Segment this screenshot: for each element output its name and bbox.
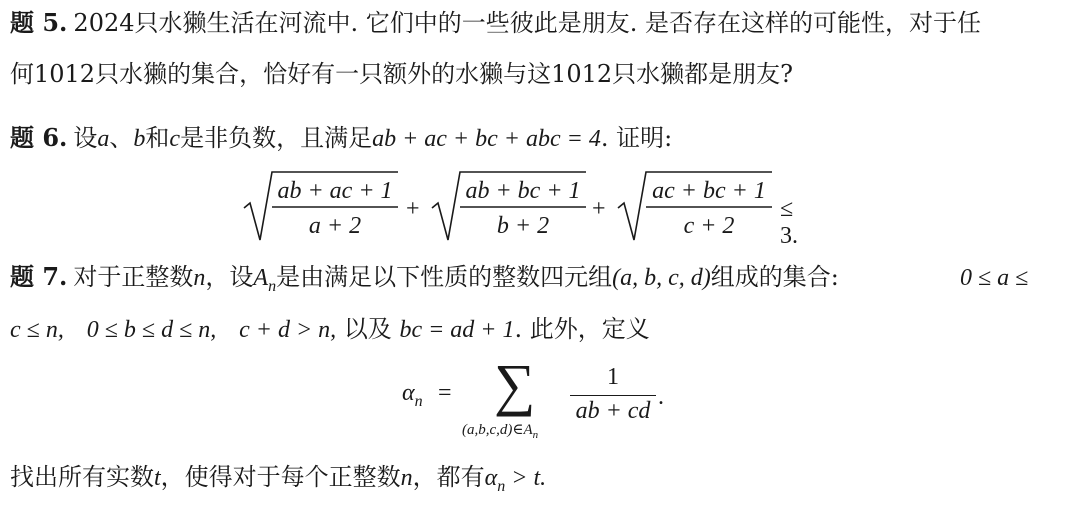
- alpha-frac-denominator: ab + cd: [575, 398, 651, 424]
- and-word: 和: [145, 124, 170, 152]
- ineq-3: c + d > n,: [239, 317, 337, 343]
- problem-6-condition: ab + ac + bc + abc = 4: [372, 126, 601, 152]
- ineq-1-end: c ≤ n,: [10, 317, 64, 343]
- separator: 、: [109, 124, 134, 152]
- var-b: b: [133, 126, 146, 152]
- alpha-frac-numerator: 1: [607, 364, 619, 390]
- problem-7-text-find: 找出所有实数: [10, 463, 154, 491]
- set-A-subscript: n: [268, 277, 277, 295]
- alpha-letter: α: [402, 380, 415, 406]
- problem-7-text-d: 组成的集合:: [710, 263, 839, 291]
- problem-7-define: . 此外，定义: [514, 315, 650, 343]
- plus-sign-2: +: [592, 196, 606, 222]
- var-n: n: [193, 265, 206, 291]
- problem-7-line-2: [10, 314, 650, 345]
- problem-7-text-each: ，使得对于每个正整数: [160, 463, 401, 491]
- problem-7-line-1: [10, 262, 839, 302]
- alpha-symbol: [402, 380, 423, 411]
- final-alpha-subscript: n: [497, 477, 506, 495]
- var-a: a: [97, 126, 110, 152]
- quadruple: (a, b, c, d): [612, 265, 711, 291]
- problem-7-line-4: [10, 462, 546, 502]
- term-1-denominator: a + 2: [308, 213, 362, 239]
- final-alpha: α: [484, 465, 498, 491]
- ineq-1-start: [960, 262, 1028, 293]
- problem-5-text-2: 何1012只水獭的集合，恰好有一只额外的水獭与这1012只水獭都是朋友?: [10, 60, 794, 88]
- set-A: A: [253, 265, 269, 291]
- term-2-denominator: b + 2: [496, 213, 550, 239]
- summation-index: [462, 420, 538, 441]
- alpha-period: .: [658, 384, 664, 410]
- and-word-7: 以及: [343, 315, 392, 343]
- rhs-bound: ≤ 3.: [780, 196, 798, 249]
- term-3-denominator: c + 2: [683, 213, 735, 239]
- ineq-4: bc = ad + 1: [399, 317, 515, 343]
- alpha-subscript: n: [414, 392, 423, 410]
- sum-index-text: (a,b,c,d)∈A: [462, 422, 533, 438]
- ineq-2: 0 ≤ b ≤ d ≤ n,: [86, 317, 217, 343]
- plus-sign-1: +: [406, 196, 420, 222]
- problem-7-text-a: 对于正整数: [73, 263, 194, 291]
- problem-7-text-have: ，都有: [412, 463, 485, 491]
- term-1-numerator: ab + ac + 1: [277, 178, 393, 204]
- problem-7-text-c: 是由满足以下性质的整数四元组: [276, 263, 613, 291]
- term-2-numerator: ab + bc + 1: [465, 178, 581, 204]
- problem-5-text-1: 2024只水獭生活在河流中. 它们中的一些彼此是朋友. 是否存在这样的可能性，对于任: [73, 9, 982, 37]
- problem-7-label: 题 7.: [10, 262, 68, 291]
- ineq-1-start-text: 0 ≤ a ≤: [960, 265, 1029, 291]
- sum-index-subscript: n: [532, 429, 539, 441]
- var-t: t: [154, 465, 161, 491]
- problem-6-label: 题 6.: [10, 123, 68, 152]
- problem-7-text-b: ，设: [205, 263, 254, 291]
- alpha-fraction-bar: [570, 395, 656, 396]
- problem-6-intro-b: 是非负数，且满足: [180, 124, 373, 152]
- var-n-2: n: [400, 465, 413, 491]
- summation-symbol: ∑: [494, 352, 536, 417]
- problem-6-prove: . 证明:: [600, 124, 673, 152]
- var-c: c: [169, 126, 181, 152]
- problem-5-label: 题 5.: [10, 8, 68, 37]
- final-inequality: > t.: [505, 465, 547, 491]
- equals-sign: =: [438, 380, 452, 406]
- term-3-numerator: ac + bc + 1: [652, 178, 766, 204]
- problem-6-intro: 设: [73, 124, 98, 152]
